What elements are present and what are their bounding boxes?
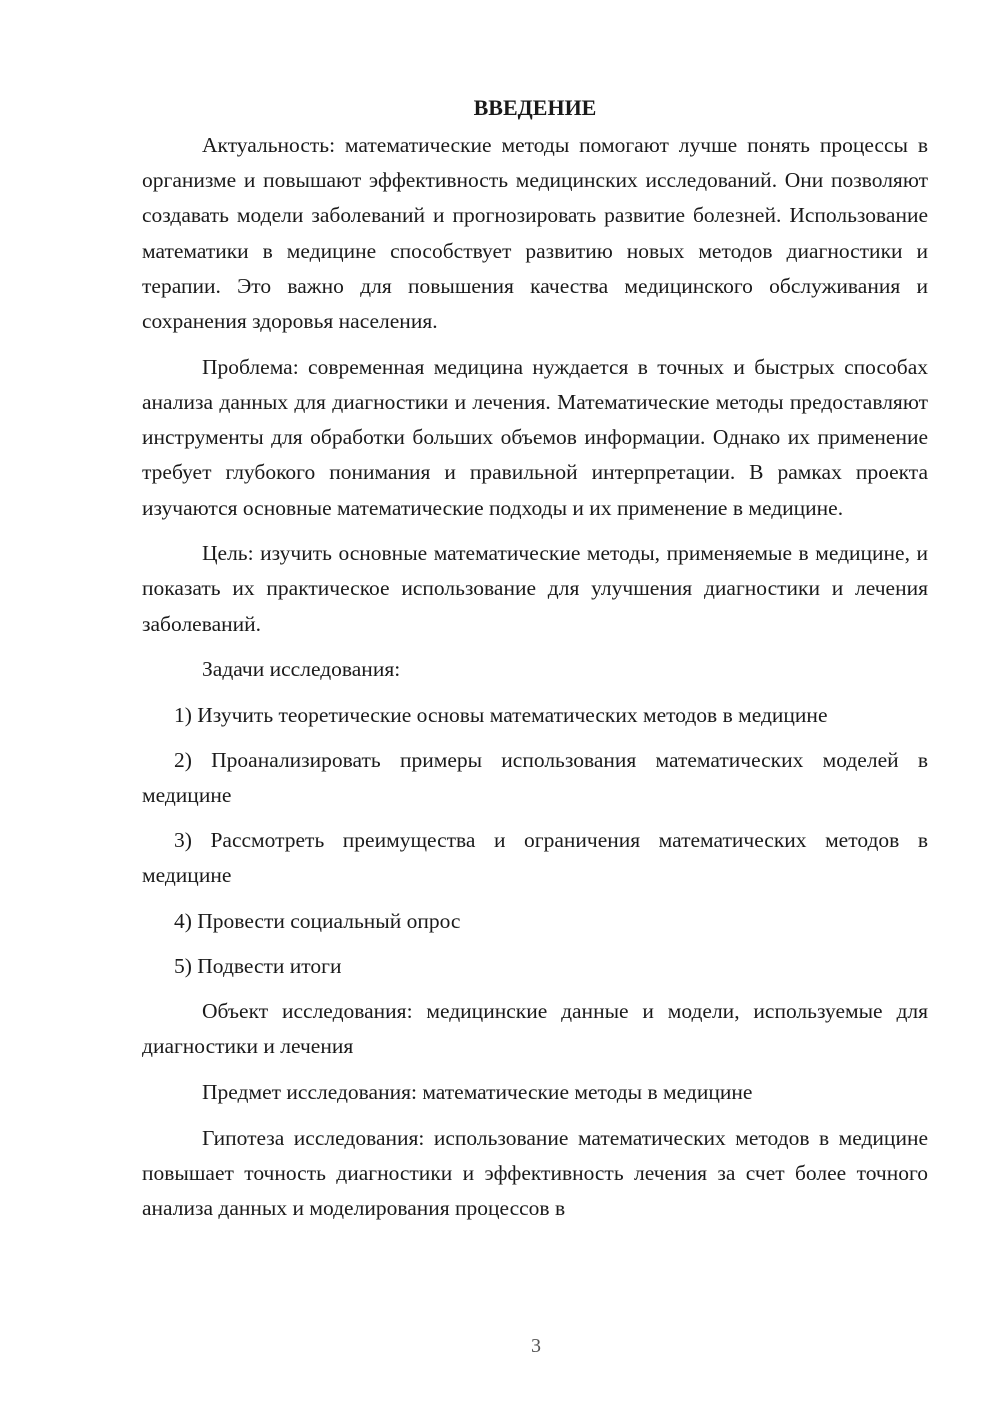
paragraph-goal: Цель: изучить основные математические методы, применяемые в медицине, и показать их практическое использование для улучшения диагностики и лечения заболеваний. (142, 541, 928, 636)
paragraph-subject: Предмет исследования: математические методы в медицине (202, 1079, 753, 1104)
paragraph-object: Объект исследования: медицинские данные и модели, используемые для диагностики и лечения (142, 998, 928, 1059)
task-item-4: 4) Провести социальный опрос (174, 908, 461, 933)
paragraph-hypothesis: Гипотеза исследования: использование математических методов в медицине повышает точность диагностики и эффективность лечения за счет более точного анализа данных и моделирования процессов в (142, 1125, 928, 1220)
paragraph-relevance: Актуальность: математические методы помогают лучше понять процессы в организме и повышают эффективность медицинских исследований. Они позволяют создавать модели заболеваний и прогнозировать развитие болезней. Использование математики в медицине способствует развитию новых методов диагностики и терапии. Это важно для повышения качества медицинского обслуживания и сохранения здоровья населения. (142, 133, 928, 334)
section-title: ВВЕДЕНИЕ (473, 95, 597, 120)
paragraph-problem: Проблема: современная медицина нуждается в точных и быстрых способах анализа данных для диагностики и лечения. Математические методы предоставляют инструменты для обработки больших объемов информации. Однако их применение требует глубокого понимания и правильной интерпретации. В рамках проекта изучаются основные математические подходы и их применение в медицине. (142, 354, 928, 520)
task-item-2: 2) Проанализировать примеры использования математических моделей в медицине (142, 747, 928, 807)
tasks-heading: Задачи исследования: (202, 657, 401, 682)
page-number: 3 (531, 1335, 541, 1357)
task-item-3: 3) Рассмотреть преимущества и ограничения математических методов в медицине (142, 828, 928, 888)
task-item-5: 5) Подвести итоги (174, 953, 342, 978)
document-page (142, 92, 928, 1237)
task-item-1: 1) Изучить теоретические основы математических методов в медицине (174, 702, 828, 727)
